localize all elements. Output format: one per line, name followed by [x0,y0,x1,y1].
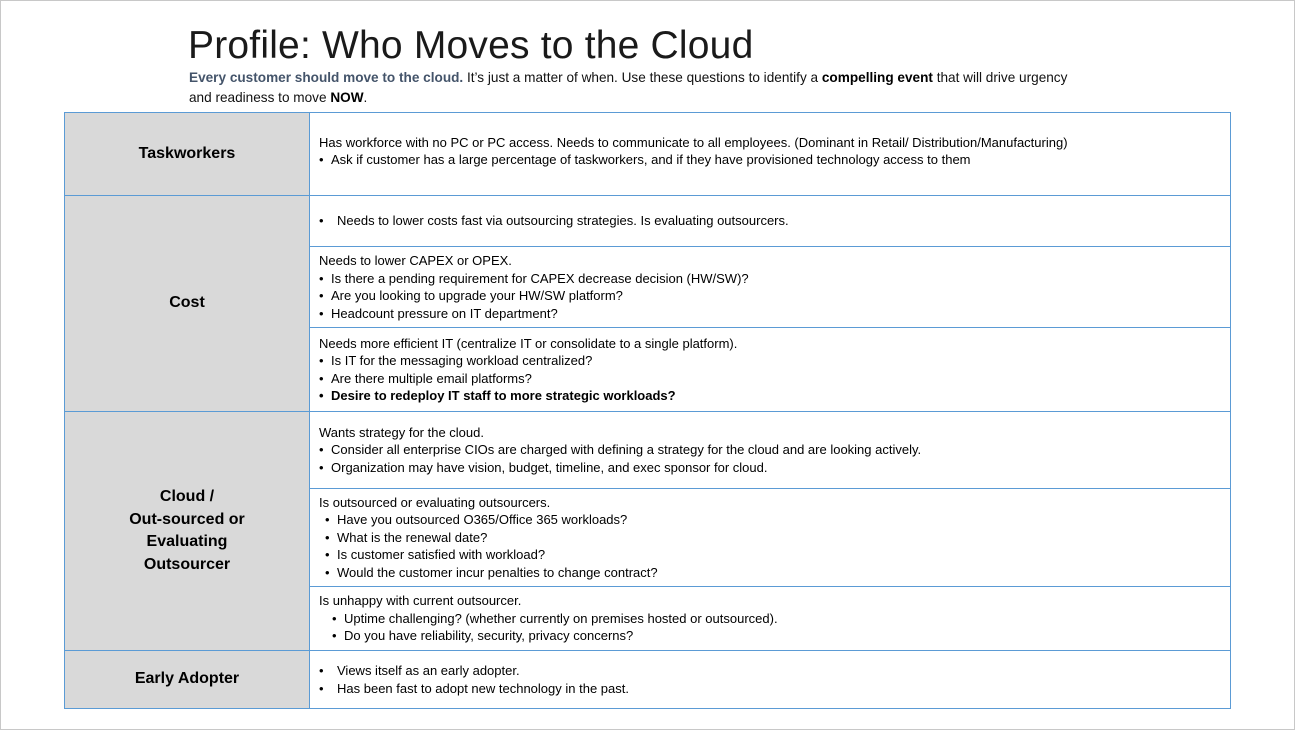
list-item: • Are you looking to upgrade your HW/SW platform? [319,288,623,303]
category-taskworkers: Taskworkers [65,113,310,196]
bullet-icon: • [319,270,324,286]
intro-text: Has workforce with no PC or PC access. Needs to communicate to all employees. (Dominant in Retail/ Distribution/Manufacturing) [319,134,1068,150]
bullet-icon: • [319,213,324,229]
list-item: • Has been fast to adopt new technology in the past. [319,680,629,696]
intro-text: Needs to lower CAPEX or OPEX. [319,253,512,268]
list-item: • Is IT for the messaging workload centralized? [319,353,593,368]
table-row [65,412,1231,489]
category-cloud-outsourced: Cloud / Out-sourced or Evaluating Outsourcer [65,412,310,651]
early-adopter-cell [310,651,1231,709]
table-row [65,651,1231,709]
intro-text: Needs more efficient IT (centralize IT or consolidate to a single platform). [319,335,738,351]
table-row [65,113,1231,196]
list-item: • Ask if customer has a large percentage of taskworkers, and if they have provisioned technology access to them [319,152,971,167]
cloud-strategy-cell [310,412,1231,489]
list-item: • What is the renewal date? [325,529,488,545]
list-item: • Is customer satisfied with workload? [325,547,546,563]
bullet-icon: • [319,370,324,386]
slide-title: Profile: Who Moves to the Cloud [188,24,754,67]
intro-text: Is outsourced or evaluating outsourcers. [319,494,551,510]
bullet-icon: • [319,442,324,458]
list-item: • Organization may have vision, budget, timeline, and exec sponsor for cloud. [319,459,768,475]
bullet-icon: • [332,610,337,626]
list-item: • Is there a pending requirement for CAPEX decrease decision (HW/SW)? [319,270,749,286]
bullet-icon: • [319,305,324,321]
list-item: • Needs to lower costs fast via outsourcing strategies. Is evaluating outsourcers. [319,213,789,229]
list-item: • Uptime challenging? (whether currently on premises hosted or outsourced). [332,610,778,626]
bullet-icon: • [319,663,324,678]
intro-text: Wants strategy for the cloud. [319,424,484,440]
bullet-icon: • [319,353,324,368]
profile-table [64,112,1231,709]
taskworkers-cell [310,113,1231,196]
category-early-adopter: Early Adopter [65,651,310,709]
subtitle-now: NOW [330,90,364,105]
subtitle-text: It’s just a matter of when. Use these questions to identify a [463,70,822,85]
cloud-unhappy-cell [310,587,1231,651]
subtitle-lead: Every customer should move to the cloud. [189,70,464,85]
subtitle-text: . [363,90,368,105]
list-item: • Have you outsourced O365/Office 365 workloads? [325,512,628,528]
subtitle-compelling-event: compelling event [821,70,933,85]
bullet-icon: • [332,628,337,644]
cost-outsourcing-cell [310,196,1231,247]
bullet-icon: • [325,564,330,580]
list-item: • Would the customer incur penalties to change contract? [325,564,658,580]
table-row [65,196,1231,247]
bullet-icon: • [319,388,324,403]
bullet-icon: • [319,459,324,475]
cost-efficient-it-cell [310,328,1231,412]
bullet-icon: • [319,680,324,696]
bullet-icon: • [325,547,330,563]
list-item: • Consider all enterprise CIOs are charged with defining a strategy for the cloud and are looking actively. [319,442,922,458]
slide-subtitle [189,68,1089,108]
bullet-icon: • [319,288,324,303]
intro-text: Is unhappy with current outsourcer. [319,593,522,609]
cost-capex-cell [310,247,1231,328]
cloud-outsourced-cell [310,489,1231,587]
list-item: • Are there multiple email platforms? [319,370,532,386]
category-cost: Cost [65,196,310,412]
subtitle-text: that will drive urgency and readiness to move [189,70,1068,105]
list-item: • Headcount pressure on IT department? [319,305,558,321]
bullet-icon: • [319,152,324,167]
bullet-icon: • [325,512,330,528]
list-item: • Views itself as an early adopter. [319,663,520,678]
bullet-icon: • [325,529,330,545]
list-item: • Do you have reliability, security, privacy concerns? [332,628,634,644]
list-item: • Desire to redeploy IT staff to more strategic workloads? [319,388,676,403]
